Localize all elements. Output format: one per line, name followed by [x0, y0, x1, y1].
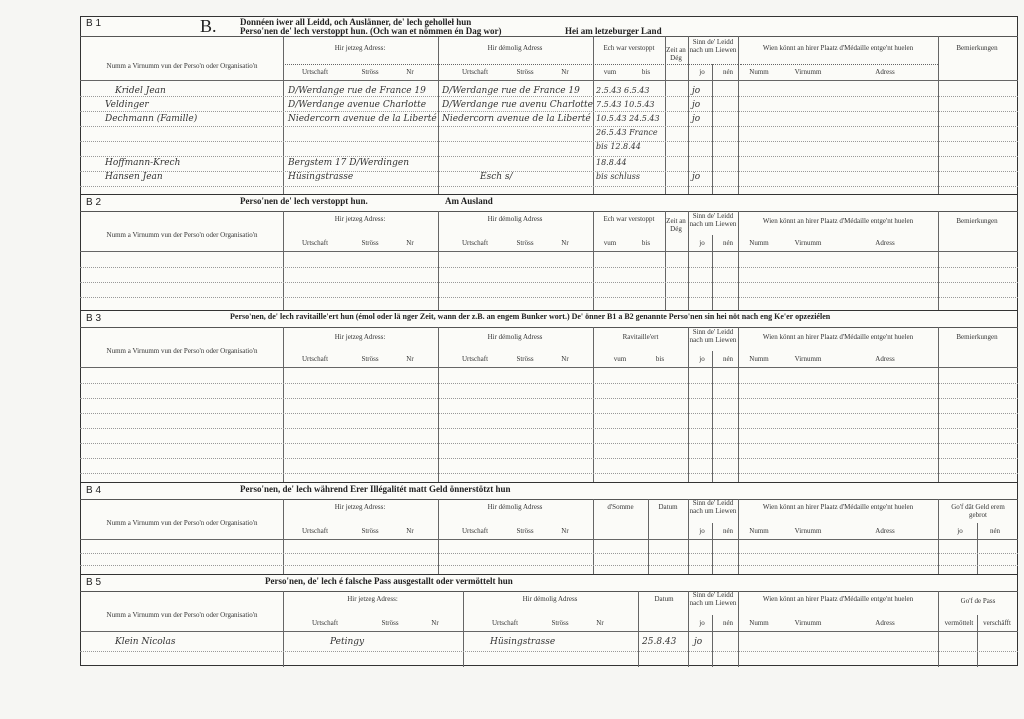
sub-no: nén: [722, 68, 734, 76]
section-title-abroad: Am Ausland: [445, 196, 493, 206]
sub-virnumm: Virnumm: [794, 527, 822, 535]
section-b1: [80, 16, 1018, 194]
row-alive: jo: [692, 172, 701, 182]
sub-street-2: Ströss: [516, 239, 534, 247]
section-code: B 2: [86, 197, 102, 208]
sub-from: vum: [603, 239, 617, 247]
sub-yes: jo: [699, 355, 705, 363]
row-name: Klein Nicolas: [115, 637, 176, 647]
sub-nr: Nr: [406, 527, 414, 535]
sub-to: bis: [641, 239, 651, 247]
sub-nr-2: Nr: [596, 619, 604, 627]
hdr-name: Numm a Virnumm vun der Perso'n oder Organisatio'n: [106, 231, 258, 239]
section-b3: [80, 310, 1018, 482]
row-alive: jo: [692, 114, 701, 124]
sub-town: Urtschaft: [301, 355, 329, 363]
sub-town-2: Urtschaft: [491, 619, 519, 627]
hdr-medal: Wien könnt an hirer Plaatz d'Médaille entge'nt huelen: [762, 333, 914, 341]
hdr-days: Zeit an Dég: [666, 46, 686, 62]
sub-numm: Numm: [749, 68, 769, 76]
sub-town: Urtschaft: [301, 239, 329, 247]
row-name: Dechmann (Famille): [105, 114, 198, 124]
sub-virnumm: Virnumm: [794, 619, 822, 627]
row-alive: jo: [694, 637, 703, 647]
sub-yes: jo: [699, 619, 705, 627]
sub-virnumm: Virnumm: [794, 239, 822, 247]
row-former: D/Werdange rue de France 19: [442, 86, 580, 96]
row-name: Veldinger: [105, 100, 149, 110]
row-former: Hüsingstrasse: [490, 637, 556, 647]
hdr-medal: Wien könnt an hirer Plaatz d'Médaille entge'nt huelen: [762, 595, 914, 603]
section-letter: B.: [200, 16, 217, 36]
sub-numm: Numm: [749, 527, 769, 535]
hdr-medal: Wien könnt an hirer Plaatz d'Médaille entge'nt huelen: [762, 503, 914, 511]
sub-town-2: Urtschaft: [461, 239, 489, 247]
sub-pass-arranged: vermöttelt: [944, 619, 974, 627]
hdr-money-returned: Go'f dât Geld erem gebrot: [951, 503, 1005, 519]
hdr-alive: Sinn de' Leidd nach um Liewen: [689, 328, 737, 344]
hdr-hidden: Ech war verstoppt: [603, 44, 655, 52]
section-code: B 4: [86, 485, 102, 496]
row-current: Hüsingstrasse: [288, 172, 354, 182]
hdr-alive: Sinn de' Leidd nach um Liewen: [689, 212, 737, 228]
hdr-former-address: Hir démolig Adress: [487, 44, 543, 52]
sub-nr-2: Nr: [561, 239, 569, 247]
row-dates: 26.5.43 France: [596, 128, 658, 137]
sub-adress: Adress: [875, 355, 895, 363]
sub-town-2: Urtschaft: [461, 527, 489, 535]
sub-no: nén: [722, 619, 734, 627]
sub-town: Urtschaft: [301, 527, 329, 535]
sub-street: Ströss: [361, 355, 379, 363]
hdr-former-address: Hir démolig Adress: [487, 333, 543, 341]
hdr-medal: Wien könnt an hirer Plaatz d'Médaille entge'nt huelen: [762, 217, 914, 225]
sub-virnumm: Virnumm: [794, 355, 822, 363]
row-current: Bergstem 17 D/Werdingen: [288, 158, 409, 168]
sub-nr-2: Nr: [561, 68, 569, 76]
hdr-days: Zeit an Dég: [666, 217, 686, 233]
row-name: Hansen Jean: [105, 172, 163, 182]
hdr-former-address: Hir démolig Adress: [522, 595, 578, 603]
section-code: B 3: [86, 313, 102, 324]
sub-numm: Numm: [749, 355, 769, 363]
hdr-current-address: Hir jetzeg Adress:: [334, 333, 386, 341]
hdr-current-address: Hir jetzeg Adress:: [334, 215, 386, 223]
row-name: Kridel Jean: [115, 86, 166, 96]
sub-numm: Numm: [749, 239, 769, 247]
hdr-current-address: Hir jetzeg Adress:: [334, 44, 386, 52]
sub-from: vum: [603, 68, 617, 76]
hdr-pass: Go'f de Pass: [960, 597, 996, 605]
row-former: Esch s/: [480, 172, 513, 182]
hdr-date: Datum: [658, 503, 678, 511]
row-date: 25.8.43: [642, 637, 677, 647]
sub-street: Ströss: [361, 68, 379, 76]
hdr-remarks: Bemierkungen: [956, 217, 998, 225]
row-dates: 2.5.43 6.5.43: [596, 86, 650, 95]
hdr-hidden: Ech war verstoppt: [603, 215, 655, 223]
hdr-name: Numm a Virnumm vun der Perso'n oder Organisatio'n: [106, 611, 258, 619]
section-title: Perso'nen, de' lech é falsche Pass ausgestallt oder vermöttelt hun: [265, 576, 513, 586]
sub-no: nén: [722, 527, 734, 535]
hdr-alive: Sinn de' Leidd nach um Liewen: [689, 591, 737, 607]
hdr-former-address: Hir démolig Adress: [487, 215, 543, 223]
sub-no: nén: [722, 239, 734, 247]
sub-town-2: Urtschaft: [461, 355, 489, 363]
sub-numm: Numm: [749, 619, 769, 627]
row-dates: 10.5.43 24.5.43: [596, 114, 660, 123]
section-b4: [80, 482, 1018, 574]
row-alive: jo: [692, 100, 701, 110]
hdr-name: Numm a Virnumm vun der Perso'n oder Organisatio'n: [106, 347, 258, 355]
hdr-former-address: Hir démolig Adress: [487, 503, 543, 511]
sub-yes: jo: [699, 527, 705, 535]
sub-street-2: Ströss: [516, 355, 534, 363]
sub-yes: jo: [699, 239, 705, 247]
sub-nr: Nr: [406, 68, 414, 76]
sub-street-2: Ströss: [551, 619, 569, 627]
section-title: Perso'nen, de' lech ravitaille'ert hun (émol oder lä nger Zeit, wann der z.B. an engem Bunker wort.) De' önner B1 a B2 genannte Perso'nen sin hei nöt nach eng Ke'er opzeziélen: [230, 312, 831, 321]
section-b5: [80, 574, 1018, 666]
row-name: Hoffmann-Krech: [105, 158, 181, 168]
sub-geld-no: nén: [989, 527, 1001, 535]
section-title-2: Perso'nen de' lech verstoppt hun. (Och wan et nömmen én Dag wor): [240, 26, 502, 36]
hdr-name: Numm a Virnumm vun der Perso'n oder Organisatio'n: [106, 519, 258, 527]
row-dates: 18.8.44: [596, 158, 627, 167]
sub-pass-supplied: verschäfft: [983, 619, 1011, 627]
sub-town: Urtschaft: [311, 619, 339, 627]
sub-geld-yes: jo: [957, 527, 963, 535]
row-current: D/Werdange rue de France 19: [288, 86, 426, 96]
sub-adress: Adress: [875, 619, 895, 627]
sub-street: Ströss: [381, 619, 399, 627]
sub-street-2: Ströss: [516, 527, 534, 535]
sub-from: vum: [613, 355, 627, 363]
section-title-land: Hei am letzeburger Land: [565, 26, 662, 36]
sub-town-2: Urtschaft: [461, 68, 489, 76]
section-code: B 1: [86, 18, 102, 29]
row-dates: 7.5.43 10.5.43: [596, 100, 655, 109]
sub-nr-2: Nr: [561, 355, 569, 363]
row-dates: bis 12.8.44: [596, 142, 641, 151]
sub-virnumm: Virnumm: [794, 68, 822, 76]
row-current: Petingy: [330, 637, 365, 647]
hdr-remarks: Bemierkungen: [956, 333, 998, 341]
sub-to: bis: [641, 68, 651, 76]
row-current: Niedercorn avenue de la Liberté: [288, 114, 437, 124]
section-title-1: Donnéen iwer all Leidd, och Auslänner, de' lech geholleł hun: [240, 17, 472, 27]
sub-street: Ströss: [361, 239, 379, 247]
row-current: D/Werdange avenue Charlotte: [288, 100, 427, 110]
sub-town: Urtschaft: [301, 68, 329, 76]
sub-to: bis: [655, 355, 665, 363]
hdr-date: Datum: [654, 595, 674, 603]
sub-yes: jo: [699, 68, 705, 76]
hdr-current-address: Hir jetzeg Adress:: [334, 503, 386, 511]
hdr-remarks: Bemierkungen: [956, 44, 998, 52]
section-code: B 5: [86, 577, 102, 588]
sub-street: Ströss: [361, 527, 379, 535]
sub-nr: Nr: [406, 355, 414, 363]
sub-adress: Adress: [875, 527, 895, 535]
sub-adress: Adress: [875, 239, 895, 247]
hdr-medal: Wien könnt an hirer Plaatz d'Médaille entge'nt huelen: [762, 44, 914, 52]
row-former: D/Werdange rue avenu Charlotte: [442, 100, 593, 110]
section-b2: [80, 194, 1018, 310]
hdr-alive: Sinn de' Leidd nach um Liewen: [689, 38, 737, 54]
row-former: Niedercorn avenue de la Liberté: [442, 114, 591, 124]
section-title: Perso'nen, de' lech während Erer Illégalitét matt Geld önnerstötzt hun: [240, 484, 511, 494]
hdr-sum: d'Somme: [607, 503, 634, 511]
row-alive: jo: [692, 86, 701, 96]
section-title: Perso'nen de' lech verstoppt hun.: [240, 196, 368, 206]
sub-nr-2: Nr: [561, 527, 569, 535]
sub-no: nén: [722, 355, 734, 363]
hdr-alive: Sinn de' Leidd nach um Liewen: [689, 499, 737, 515]
hdr-current-address: Hir jetzeg Adress:: [347, 595, 398, 603]
sub-street-2: Ströss: [516, 68, 534, 76]
row-dates: bis schluss: [596, 172, 640, 181]
sub-nr: Nr: [431, 619, 439, 627]
sub-nr: Nr: [406, 239, 414, 247]
hdr-supplied: Ravitaille'ert: [622, 333, 659, 341]
sub-adress: Adress: [875, 68, 895, 76]
hdr-name: Numm a Virnumm vun der Perso'n oder Organisatio'n: [106, 62, 258, 70]
